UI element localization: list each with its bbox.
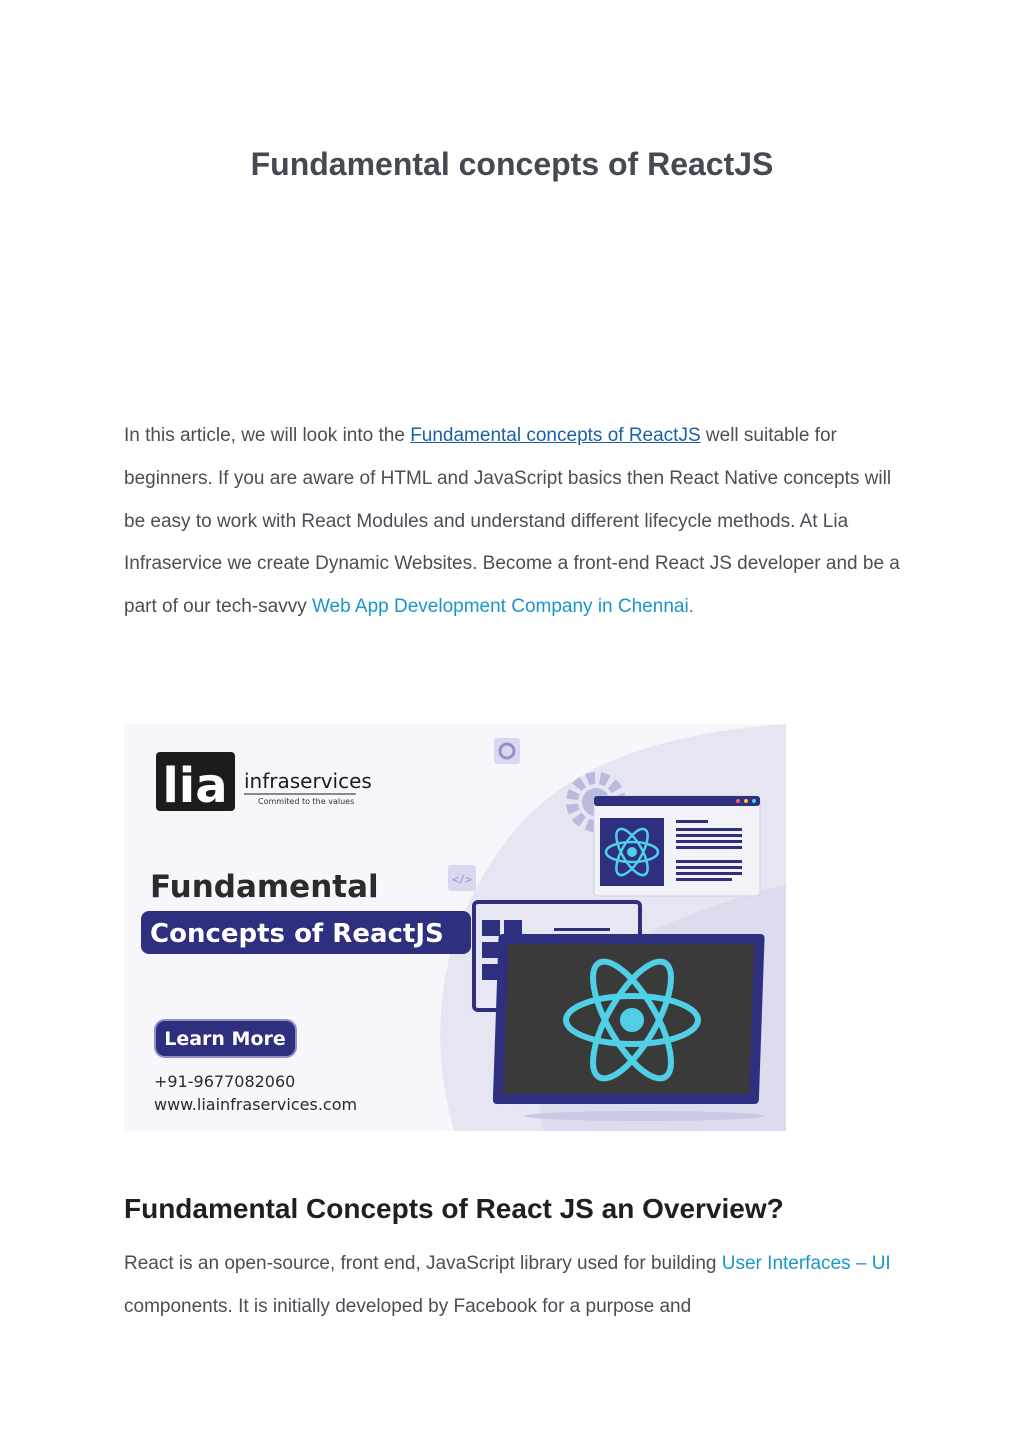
banner-phone: +91-9677082060 — [154, 1072, 296, 1091]
page-title: Fundamental concepts of ReactJS — [250, 146, 774, 182]
learn-more-button[interactable] — [155, 1020, 296, 1057]
overview-text-start: React is an open-source, front end, JavaScript library used for building — [124, 1253, 722, 1274]
brand-name: infraservices — [244, 769, 372, 793]
banner-website: www.liainfraservices.com — [154, 1095, 358, 1114]
promo-banner-image[interactable] — [124, 724, 786, 1131]
banner-graphic — [124, 724, 786, 1131]
intro-paragraph — [124, 415, 914, 629]
learn-more-label: Learn More — [164, 1028, 286, 1050]
monitor-screen-icon — [493, 934, 765, 1121]
overview-paragraph — [124, 1243, 914, 1329]
code-icon — [448, 865, 476, 891]
intro-text-middle: well suitable for beginners. If you are aware of HTML and JavaScript basics then React Native concepts will be easy to work with React Modules and understand different lifecycle methods. At Lia Infraservice we create Dynamic Websites. Become a front-end React JS developer and be a part of our tech-savvy — [124, 425, 900, 618]
intro-text-start: In this article, we will look into the — [124, 425, 411, 446]
fundamental-concepts-link[interactable]: Fundamental concepts of ReactJS — [410, 425, 701, 446]
settings-icon — [494, 738, 520, 764]
section-heading: Fundamental Concepts of React JS an Overview? — [124, 1193, 784, 1224]
web-app-development-link[interactable]: Web App Development Company in Chennai. — [311, 596, 694, 618]
banner-headline-2: Concepts of ReactJS — [150, 919, 444, 949]
user-interfaces-link[interactable]: User Interfaces – UI — [721, 1253, 891, 1274]
browser-window-icon — [594, 796, 760, 896]
brand-tagline: Commited to the values — [258, 797, 355, 806]
code-icon-glyph: </> — [452, 873, 472, 886]
logo-mark: lia — [162, 758, 228, 814]
overview-text-end: components. It is initially developed by Facebook for a purpose and — [124, 1295, 692, 1317]
banner-headline-1: Fundamental — [150, 869, 379, 905]
